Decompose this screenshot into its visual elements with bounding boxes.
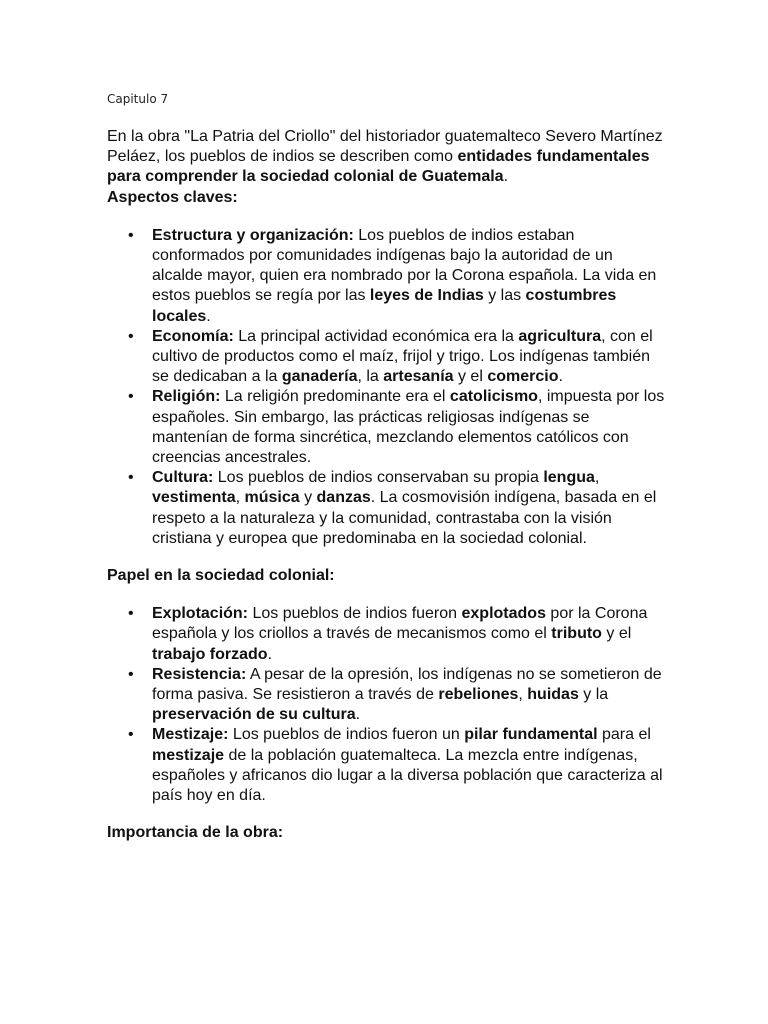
bullet-icon: • [128,226,134,244]
item-text: y el [453,368,488,386]
bullet-icon: • [128,605,134,623]
bullet-icon: • [128,388,134,406]
item-bold: trabajo forzado [152,645,268,663]
item-bold: comercio [487,368,559,386]
list-item [107,387,667,468]
item-text: . [558,368,563,386]
aspectos-list [107,226,667,549]
item-bold: huidas [527,686,579,704]
item-title: Explotación: [152,605,249,623]
list-item [107,665,667,726]
item-bold: música [244,489,300,507]
item-bold: preservación de su cultura [152,706,356,724]
item-text: . [355,706,361,724]
item-bold: rebeliones [438,686,519,704]
item-bold: danzas [316,489,371,507]
item-bold: tributo [551,625,602,643]
list-item [107,468,667,549]
item-bold: lengua [543,469,595,487]
item-text: Los pueblos de indios conservaban su propia [213,469,544,487]
item-text: y la [578,686,609,704]
item-text: por la Corona española y los criollos a través de mecanismos como el [152,605,648,643]
item-bold: explotados [461,605,546,623]
list-item [107,327,667,388]
item-text: A pesar de la opresión, los indígenas no se sometieron de forma pasiva. Se resistieron a través de [152,665,662,704]
item-title: Estructura y organización: [152,226,354,244]
list-item [107,226,667,327]
section-heading-papel: Papel en la sociedad colonial: [107,567,335,585]
item-text: y el [601,625,632,643]
item-title: Cultura: [152,469,214,487]
item-text: Los pueblos de indios fueron [248,605,462,623]
item-bold: catolicismo [449,388,538,406]
item-text: , [594,469,600,487]
item-text: . [267,645,273,663]
document-body [107,127,667,844]
item-title: Economía: [152,327,234,345]
section-heading-importancia: Importancia de la obra: [107,824,284,842]
item-text: , [518,686,528,704]
papel-list [107,604,667,806]
item-text: para el [597,726,651,744]
item-text: , la [357,368,384,386]
item-text: y las [483,287,526,305]
item-text: , impuesta por los españoles. Sin embargo, las prácticas religiosas indígenas se mantenían de forma sincrética, mezclando elementos católicos con creencias ancestrales. [152,388,665,467]
bullet-icon: • [128,665,134,683]
chapter-label: Capitulo 7 [107,92,169,106]
list-item [107,725,667,806]
item-bold: ganadería [281,368,358,386]
list-item [107,604,667,665]
item-text: . La cosmovisión indígena, basada en el respeto a la naturaleza y la comunidad, contrastaba con la visión cristiana y europea que predominaba en la sociedad colonial. [152,489,657,547]
intro-emphasis: entidades fundamentales para comprender la sociedad colonial de Guatemala [107,148,650,186]
item-text: Los pueblos de indios estaban conformados por comunidades indígenas bajo la autoridad de un alcalde mayor, quien era nombrado por la Corona española. La vida en estos pueblos se regía por las [152,226,657,305]
item-bold: pilar fundamental [464,726,598,744]
intro-paragraph [107,127,667,188]
item-bold: leyes de Indias [369,287,484,305]
bullet-icon: • [128,327,134,345]
item-text: , [235,489,245,507]
item-title: Mestizaje: [152,726,229,744]
item-bold: vestimenta [152,489,236,507]
section-heading-aspectos: Aspectos claves: [107,188,238,206]
item-text: La religión predominante era el [220,388,450,406]
item-title: Religión: [152,388,221,406]
item-text: Los pueblos de indios fueron un [228,726,465,744]
intro-text-end: . [503,168,509,186]
item-text: La principal actividad económica era la [233,327,519,345]
bullet-icon: • [128,469,134,487]
item-bold: artesanía [383,368,454,386]
item-title: Resistencia: [152,665,247,683]
item-bold: costumbres locales [152,287,617,325]
intro-text: En la obra "La Patria del Criollo" del historiador guatemalteco Severo Martínez Peláez, los pueblos de indios se describen como [107,128,663,166]
bullet-icon: • [128,726,134,744]
item-text: , con el cultivo de productos como el maíz, frijol y trigo. Los indígenas también se dedicaban a la [152,327,653,386]
item-bold: agricultura [518,327,602,345]
item-text: y [299,489,317,507]
item-text: de la población guatemalteca. La mezcla entre indígenas, españoles y africanos dio lugar a la diversa población que caracteriza al país hoy en día. [152,746,663,805]
item-text: . [206,307,211,325]
item-bold: mestizaje [152,746,225,764]
